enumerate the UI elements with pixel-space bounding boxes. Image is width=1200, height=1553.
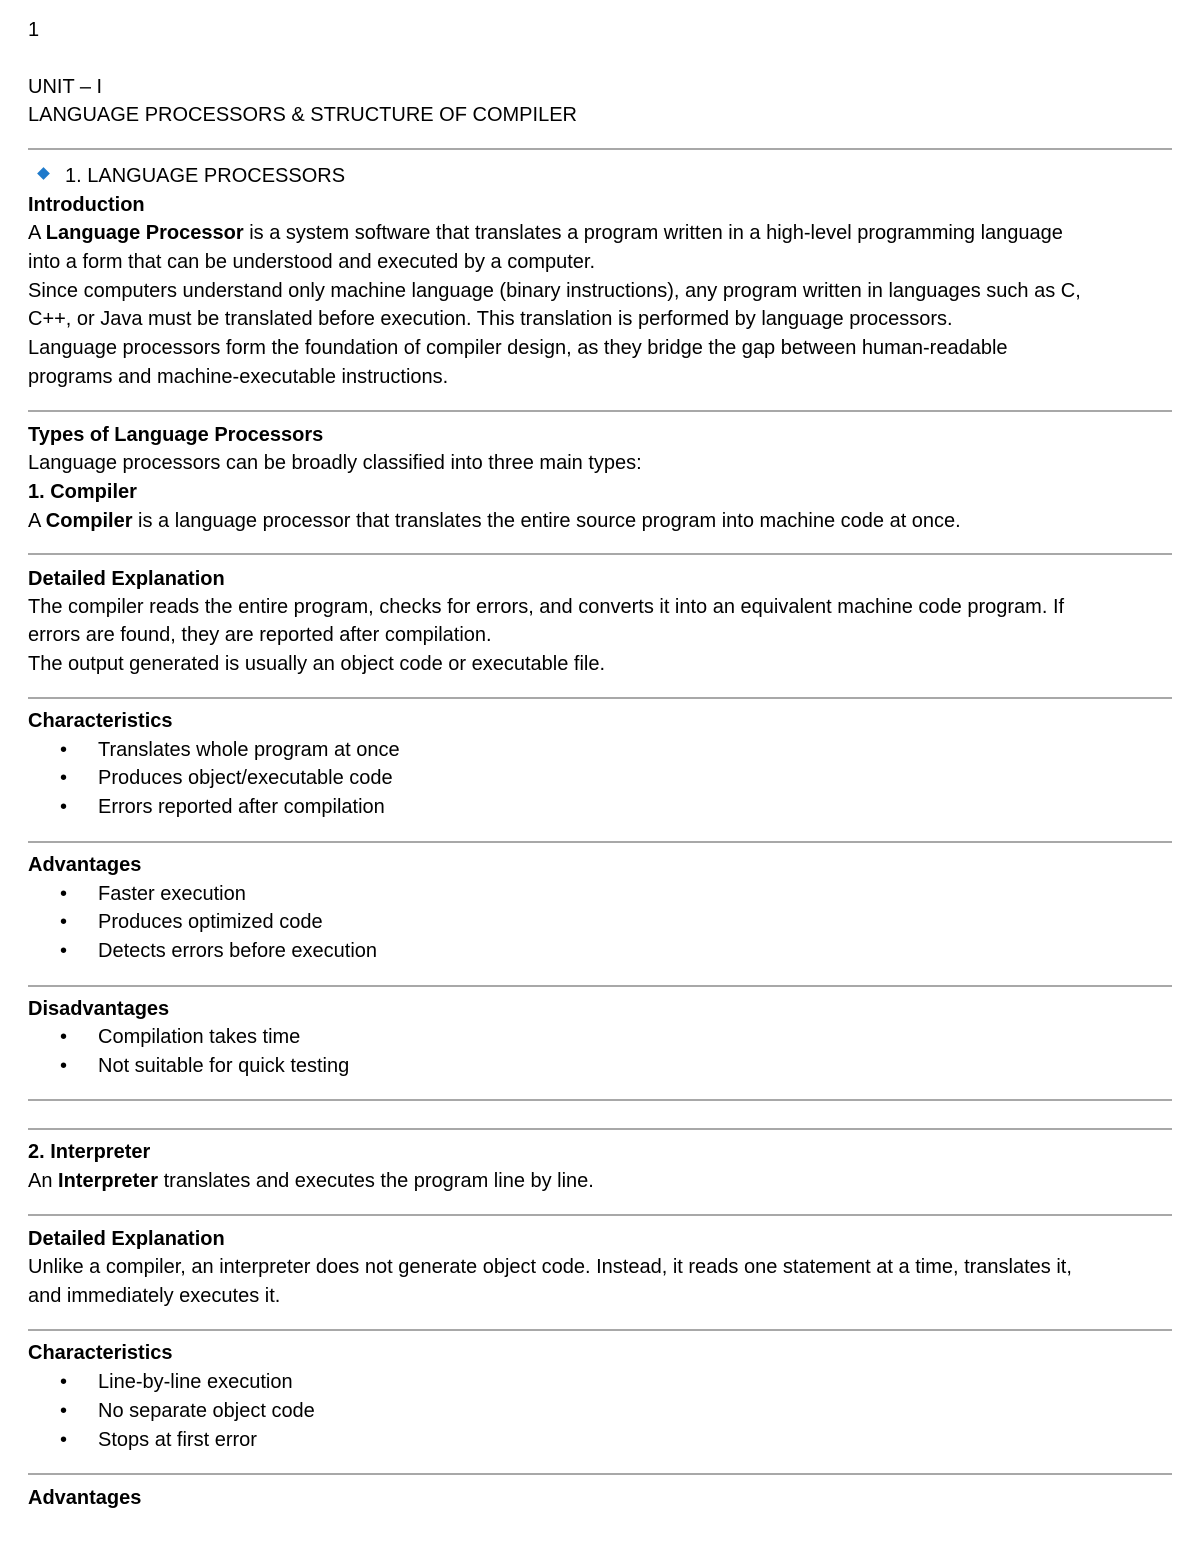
bullet-icon: • [60, 1429, 68, 1451]
list-item: Faster execution [98, 883, 246, 905]
compiler-detail-line-2: errors are found, they are reported after compilation. [28, 624, 492, 646]
divider [28, 148, 1172, 150]
divider [28, 410, 1172, 412]
intro-heading: Introduction [28, 194, 145, 216]
divider [28, 697, 1172, 699]
divider [28, 1214, 1172, 1216]
bullet-icon: • [60, 911, 68, 933]
intro-line-4: C++, or Java must be translated before execution. This translation is performed by language processors. [28, 308, 953, 330]
types-heading: Types of Language Processors [28, 424, 324, 446]
interpreter-detail-heading: Detailed Explanation [28, 1228, 225, 1250]
interpreter-definition: An Interpreter translates and executes the program line by line. [28, 1170, 594, 1192]
interpreter-advantages-heading: Advantages [28, 1487, 142, 1509]
interpreter-heading: 2. Interpreter [28, 1141, 151, 1163]
list-item: Compilation takes time [98, 1026, 301, 1048]
page-number: 1 [28, 19, 40, 41]
bullet-icon: • [60, 1026, 68, 1048]
bullet-icon: • [60, 1371, 68, 1393]
interpreter-characteristics-heading: Characteristics [28, 1342, 173, 1364]
intro-line-1: A Language Processor is a system software that translates a program written in a high-level programming language [28, 222, 1063, 244]
compiler-characteristics-heading: Characteristics [28, 710, 173, 732]
list-item: Produces object/executable code [98, 767, 393, 789]
term-interpreter: Interpreter [58, 1170, 159, 1192]
compiler-detail-heading: Detailed Explanation [28, 568, 225, 590]
compiler-advantages-heading: Advantages [28, 854, 142, 876]
term-language-processor: Language Processor [45, 222, 244, 244]
list-item: Line-by-line execution [98, 1371, 293, 1393]
list-item: Stops at first error [98, 1429, 257, 1451]
types-line-1: Language processors can be broadly classified into three main types: [28, 452, 642, 474]
compiler-detail-line-1: The compiler reads the entire program, checks for errors, and converts it into an equivalent machine code program. If [28, 596, 1065, 618]
compiler-definition: A Compiler is a language processor that translates the entire source program into machine code at once. [28, 510, 961, 532]
divider [28, 1128, 1172, 1130]
bullet-icon: • [60, 940, 68, 962]
bullet-icon: • [60, 796, 68, 818]
bullet-icon: • [60, 767, 68, 789]
list-item: Not suitable for quick testing [98, 1055, 350, 1077]
bullet-icon: • [60, 739, 68, 761]
divider [28, 1329, 1172, 1331]
divider [28, 1099, 1172, 1101]
intro-line-2: into a form that can be understood and executed by a computer. [28, 251, 596, 273]
list-item: Produces optimized code [98, 911, 323, 933]
intro-line-3: Since computers understand only machine language (binary instructions), any program written in languages such as C, [28, 280, 1081, 302]
divider [28, 841, 1172, 843]
intro-line-6: programs and machine-executable instructions. [28, 366, 449, 388]
intro-line-5: Language processors form the foundation of compiler design, as they bridge the gap between human-readable [28, 337, 1008, 359]
list-item: No separate object code [98, 1400, 315, 1422]
section-heading: 1. LANGUAGE PROCESSORS [65, 165, 346, 187]
compiler-detail-line-3: The output generated is usually an object code or executable file. [28, 653, 606, 675]
unit-title: LANGUAGE PROCESSORS & STRUCTURE OF COMPILER [28, 104, 577, 126]
unit-label: UNIT – I [28, 76, 103, 98]
bullet-icon: • [60, 1400, 68, 1422]
list-item: Errors reported after compilation [98, 796, 385, 818]
list-item: Translates whole program at once [98, 739, 400, 761]
divider [28, 1473, 1172, 1475]
interpreter-detail-line-2: and immediately executes it. [28, 1285, 281, 1307]
list-item: Detects errors before execution [98, 940, 378, 962]
interpreter-detail-line-1: Unlike a compiler, an interpreter does not generate object code. Instead, it reads one statement at a time, translates it, [28, 1256, 1072, 1278]
divider [28, 553, 1172, 555]
term-compiler: Compiler [45, 510, 133, 532]
bullet-icon: • [60, 883, 68, 905]
compiler-heading: 1. Compiler [28, 481, 137, 503]
diamond-bullet-icon [37, 167, 50, 180]
bullet-icon: • [60, 1055, 68, 1077]
divider [28, 985, 1172, 987]
compiler-disadvantages-heading: Disadvantages [28, 998, 170, 1020]
